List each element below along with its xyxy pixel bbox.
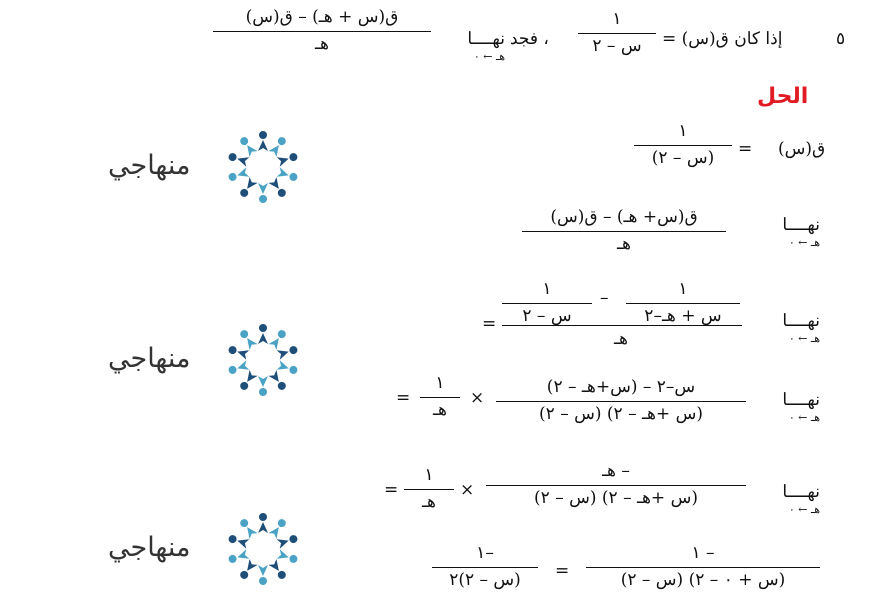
s3-minus: –: [600, 288, 609, 308]
brand-name: منهاجي: [108, 150, 191, 181]
s5-fraction: [486, 462, 746, 508]
s4-fraction: [496, 378, 746, 424]
s6-equals: =: [555, 561, 570, 581]
s3-main-bar: [502, 325, 742, 326]
brand-watermark-2: [108, 318, 308, 403]
s3-term-a: [626, 280, 740, 326]
s5-factor-denominator: هـ: [422, 491, 436, 512]
question-number: ٥: [836, 29, 846, 49]
s5-times: ×: [460, 480, 475, 500]
limit-subscript: هـ ← ٠: [473, 50, 505, 63]
s3-big-fraction: [502, 280, 742, 348]
limit-word: نهــــا: [782, 390, 820, 410]
question-find: ، فجد: [510, 29, 549, 49]
fraction-bar: [486, 485, 746, 486]
question-limit: [437, 31, 505, 63]
given-numerator: ١: [612, 9, 622, 29]
s5-factor-numerator: ١: [424, 465, 434, 485]
s6-denominator: (س + ٠ – ٢) (س – ٢): [620, 569, 786, 590]
s6-result-numerator: –١: [476, 543, 494, 563]
s3-b-numerator: ١: [542, 279, 552, 299]
s4-factor: [420, 374, 460, 420]
limit-word: نهــــا: [782, 482, 820, 502]
s4-factor-numerator: ١: [435, 373, 445, 393]
limit-subscript: هـ ← ٠: [788, 411, 820, 424]
s4-limit: [752, 392, 820, 424]
s2-numerator: ق(س+ هـ) – ق(س): [550, 207, 698, 227]
s2-denominator: هـ: [617, 233, 631, 254]
question-intro: إذا كان ق(س) =: [662, 29, 783, 49]
s3-equals: =: [482, 314, 497, 334]
fraction-bar: [502, 303, 592, 304]
s5-equals: =: [384, 480, 399, 500]
limit-word: نهــــا: [782, 215, 820, 235]
fraction-bar: [586, 567, 820, 568]
s6-result: [432, 544, 538, 590]
brand-name: منهاجي: [108, 343, 191, 374]
s4-equals: =: [396, 388, 411, 408]
s1-equals: =: [738, 139, 753, 159]
s3-limit: [752, 313, 820, 345]
s6-fraction: [586, 544, 820, 590]
brand-watermark-1: [108, 125, 308, 210]
fraction-bar: [626, 303, 740, 304]
limit-word: نهــــا: [467, 29, 505, 49]
question-expr-numerator: ق(س + هـ) – ق(س): [245, 7, 399, 27]
s5-denominator: (س +هـ – ٢) (س – ٢): [534, 487, 698, 508]
s4-times: ×: [470, 388, 485, 408]
fraction-bar: [213, 31, 431, 32]
solution-label: الحل: [757, 84, 809, 109]
s6-numerator: – ١: [691, 543, 715, 563]
given-function-fraction: [578, 10, 656, 56]
brand-watermark-3: [108, 507, 308, 592]
fraction-bar: [496, 401, 746, 402]
s3-term-b: [502, 280, 592, 326]
limit-word: نهــــا: [782, 311, 820, 331]
s5-limit: [752, 484, 820, 516]
s2-fraction: [522, 208, 726, 254]
fraction-bar: [404, 489, 454, 490]
s6-result-denominator: (س – ٢)٢: [449, 569, 521, 590]
fraction-bar: [420, 397, 460, 398]
s2-limit: [752, 217, 820, 249]
s1-fraction: [634, 122, 732, 168]
s1-denominator: (س – ٢): [651, 147, 715, 168]
limit-subscript: هـ ← ٠: [788, 236, 820, 249]
s3-b-denominator: س – ٢: [522, 305, 572, 326]
s1-numerator: ١: [678, 121, 688, 141]
fraction-bar: [522, 231, 726, 232]
s3-a-denominator: س + هـ–٢: [644, 305, 722, 326]
s4-numerator: س–٢ – (س+هـ – ٢): [546, 377, 696, 397]
s1-lhs: ق(س): [778, 139, 826, 159]
brand-logo-icon: [223, 320, 303, 400]
brand-name: منهاجي: [108, 532, 191, 563]
brand-logo-icon: [223, 509, 303, 589]
limit-subscript: هـ ← ٠: [788, 332, 820, 345]
s4-denominator: (س +هـ – ٢) (س – ٢): [539, 403, 703, 424]
given-denominator: س – ٢: [592, 35, 642, 56]
limit-subscript: هـ ← ٠: [788, 503, 820, 516]
s5-numerator: – هـ: [602, 461, 630, 481]
s3-a-numerator: ١: [678, 279, 688, 299]
brand-logo-icon: [223, 127, 303, 207]
question-expr-denominator: هـ: [315, 33, 329, 54]
fraction-bar: [432, 567, 538, 568]
s4-factor-denominator: هـ: [433, 399, 447, 420]
s3-denominator: هـ: [614, 329, 628, 349]
s5-factor: [404, 466, 454, 512]
fraction-bar: [578, 33, 656, 34]
fraction-bar: [634, 145, 732, 146]
question-expression-fraction: [213, 8, 431, 54]
